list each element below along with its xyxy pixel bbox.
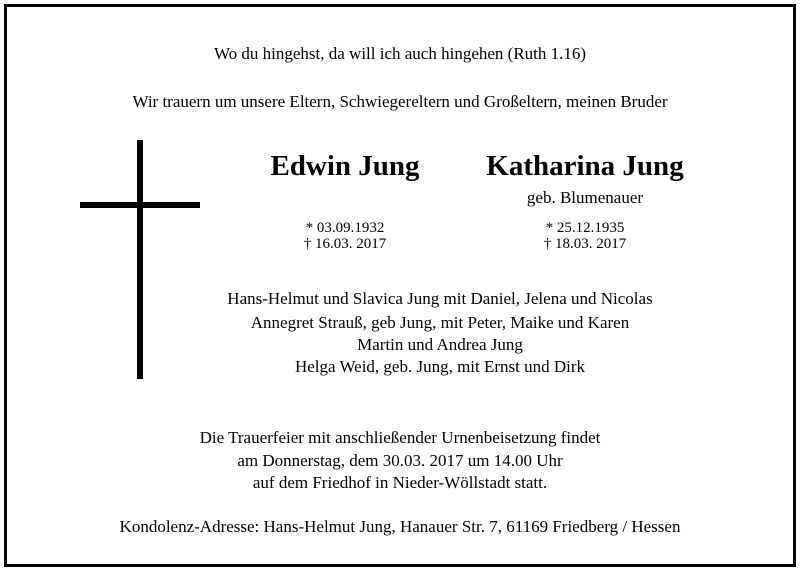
deceased-name-1: Edwin Jung xyxy=(270,150,420,182)
birth-date-2: * 25.12.1935 xyxy=(545,220,625,236)
condolence-address: Kondolenz-Adresse: Hans-Helmut Jung, Hanauer Str. 7, 61169 Friedberg / Hessen xyxy=(119,517,681,536)
death-date-1: † 16.03. 2017 xyxy=(303,236,387,252)
survivor-line: Helga Weid, geb. Jung, mit Ernst und Dirk xyxy=(294,357,586,376)
funeral-line: auf dem Friedhof in Nieder-Wöllstadt statt. xyxy=(252,473,548,492)
survivor-line: Hans-Helmut und Slavica Jung mit Daniel, Jelena und Nicolas xyxy=(227,289,653,308)
birth-date-1: * 03.09.1932 xyxy=(305,220,385,236)
survivor-line: Martin und Andrea Jung xyxy=(357,335,523,354)
deceased-name-2: Katharina Jung xyxy=(486,150,684,182)
intro-text: Wir trauern um unsere Eltern, Schwiegereltern und Großeltern, meinen Bruder xyxy=(132,92,668,111)
funeral-line: am Donnerstag, dem 30.03. 2017 um 14.00 Uhr xyxy=(237,451,563,470)
cross-horizontal-bar xyxy=(80,202,200,208)
epigraph: Wo du hingehst, da will ich auch hingehen (Ruth 1.16) xyxy=(213,44,587,63)
survivor-line: Annegret Strauß, geb Jung, mit Peter, Maike und Karen xyxy=(250,313,630,332)
funeral-line: Die Trauerfeier mit anschließender Urnenbeisetzung findet xyxy=(199,428,601,447)
maiden-name: geb. Blumenauer xyxy=(526,188,644,207)
death-date-2: † 18.03. 2017 xyxy=(543,236,627,252)
cross-vertical-bar xyxy=(137,140,143,379)
